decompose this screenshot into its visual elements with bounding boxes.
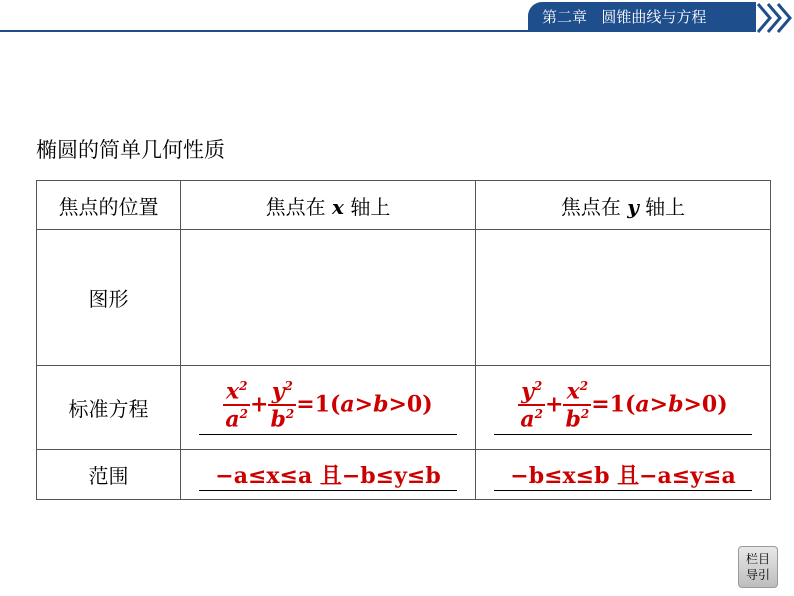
properties-table (36, 180, 771, 500)
figure-cell-y (476, 230, 771, 366)
chapter-title: 圆锥曲线与方程 (601, 8, 707, 26)
range-label: 范围 (37, 450, 181, 500)
section-title: 椭圆的简单几何性质 (36, 138, 225, 162)
answer-blank-line (494, 490, 752, 491)
figure-cell-x (181, 230, 476, 366)
equation-label: 标准方程 (37, 366, 181, 450)
fraction: $\frac{x^2}{a^2}$ (225, 378, 249, 433)
range-cell-x (181, 450, 476, 500)
column-nav-button[interactable] (738, 546, 778, 588)
nav-label-line2: 导引 (745, 568, 770, 582)
table-row-range (37, 450, 771, 500)
equation-x-formula: $\frac{x^2}{a^2}$ + $\frac{y^2}{b^2}$ =1(a>b>0) (225, 378, 433, 433)
answer-blank-line (494, 434, 752, 435)
equation-y-formula: $\frac{y^2}{a^2}$ + $\frac{x^2}{b^2}$ =1(a>b>0) (520, 378, 728, 433)
header-cell-position: 焦点的位置 (37, 181, 181, 230)
table-row-figure (37, 230, 771, 366)
range-x-text: −a≤x≤a 且−b≤y≤b (215, 462, 441, 489)
fraction: $\frac{y^2}{a^2}$ (520, 378, 544, 433)
answer-blank-line (199, 434, 457, 435)
header-cell-x-axis: 焦点在 x 轴上 (181, 181, 476, 230)
figure-label: 图形 (37, 230, 181, 366)
equation-cell-x (181, 366, 476, 450)
fraction: $\frac{y^2}{b^2}$ (270, 378, 295, 433)
fraction: $\frac{x^2}{b^2}$ (565, 378, 590, 433)
header-rule (0, 30, 530, 32)
answer-blank-line (199, 490, 457, 491)
range-y-text: −b≤x≤b 且−a≤y≤a (510, 462, 736, 489)
nav-label-line1: 栏目 (745, 552, 770, 566)
chapter-tab (528, 2, 756, 32)
header-cell-y-axis: 焦点在 y 轴上 (476, 181, 771, 230)
chapter-label: 第二章 (542, 8, 588, 26)
equation-cell-y (476, 366, 771, 450)
range-cell-y (476, 450, 771, 500)
header-bar (0, 0, 794, 34)
table-header-row (37, 181, 771, 230)
table-row-equation (37, 366, 771, 450)
chevron-right-icon (756, 2, 792, 34)
